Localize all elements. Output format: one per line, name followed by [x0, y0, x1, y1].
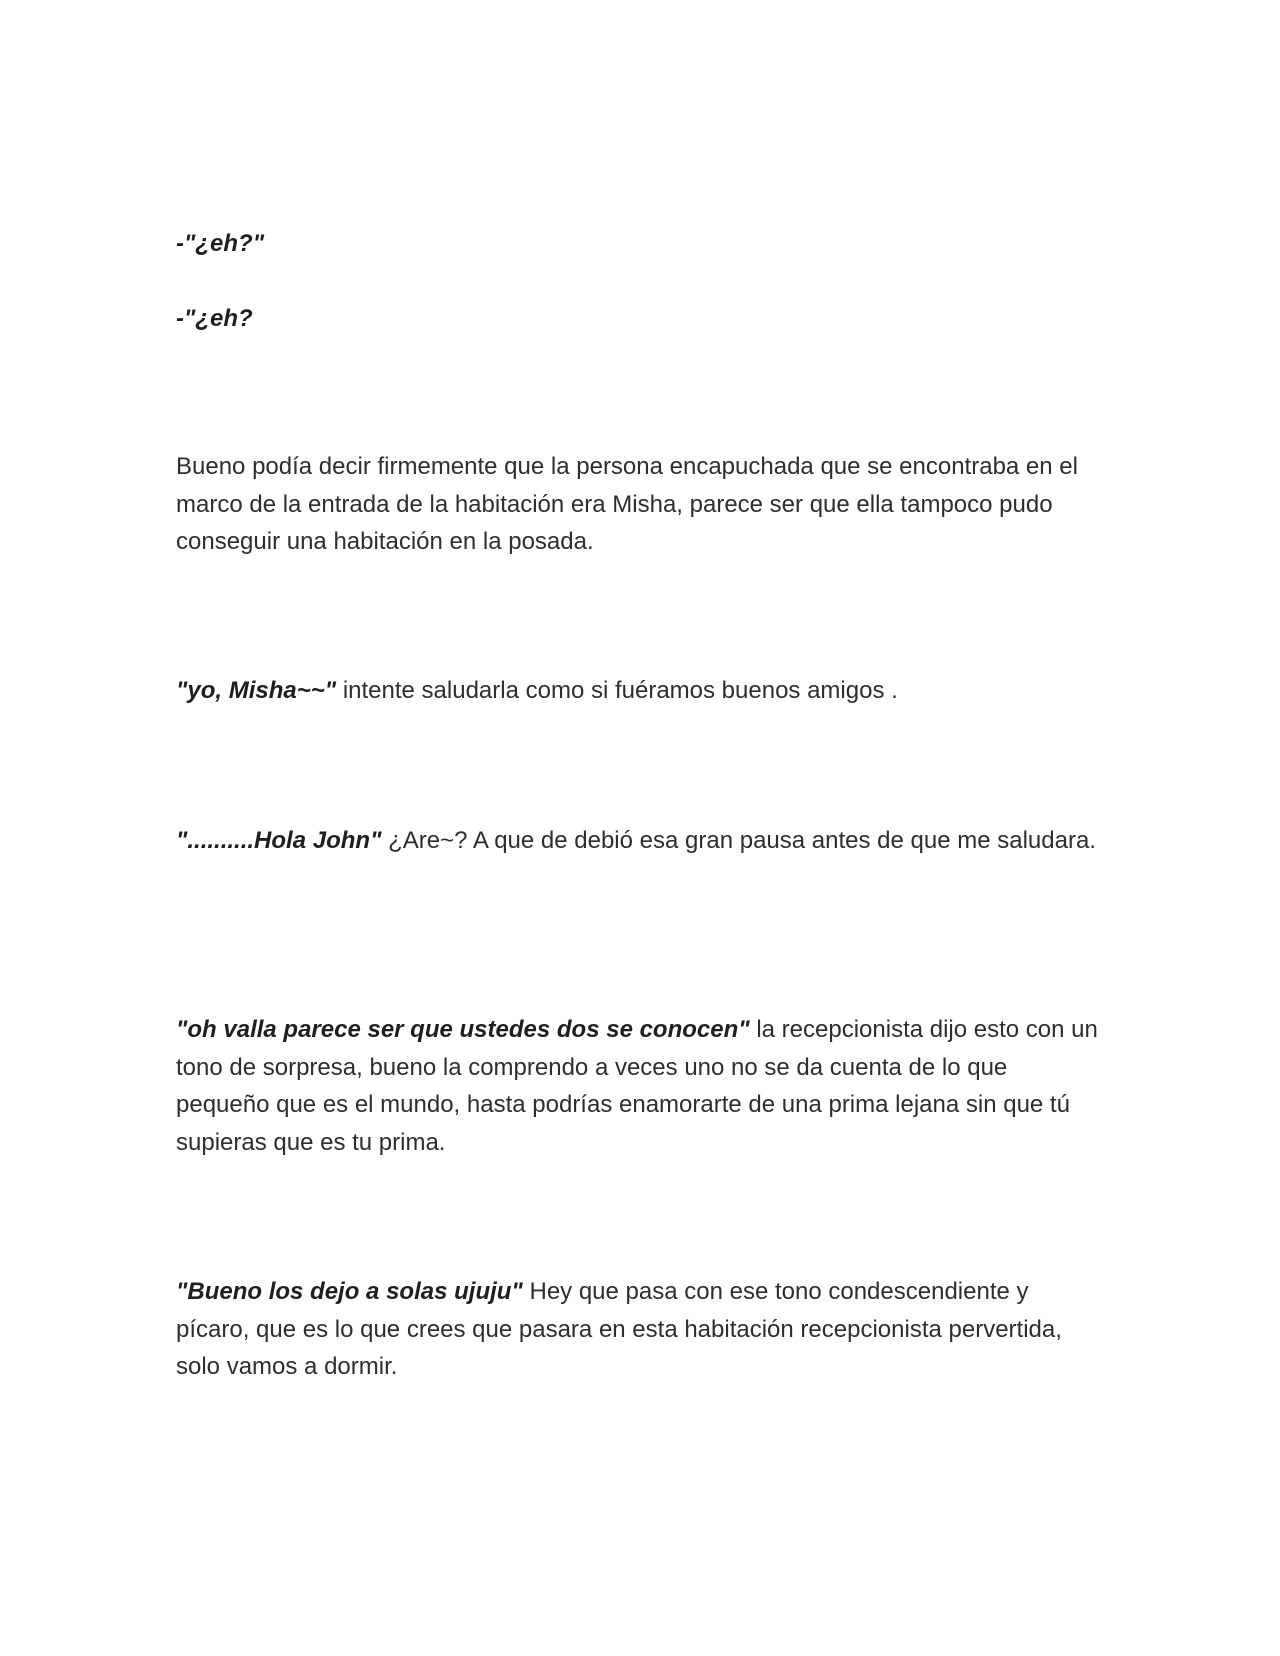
- narration-text: la recepcionista dijo esto con un tono de sorpresa, bueno la comprendo a veces uno no se da cuenta de lo que pequeño que es el mundo, hasta podrías enamorarte de una prima lejana sin que tú supieras que es tu prima.: [176, 1016, 1098, 1156]
- speech-text: "..........Hola John": [176, 827, 382, 854]
- narration-text: Bueno podía decir firmemente que la persona encapuchada que se encontraba en el marco de la entrada de la habitación era Misha, parece ser que ella tampoco pudo conseguir una habitación en la posada.: [176, 453, 1078, 555]
- narration-paragraph-1: [176, 448, 1106, 561]
- speech-text: "yo, Misha~~": [176, 677, 337, 704]
- dialogue-paragraph-ujuju: [176, 1273, 1106, 1386]
- dialogue-paragraph-hola-john: [176, 822, 1106, 860]
- dialogue-paragraph-misha-greeting: [176, 672, 1106, 710]
- narration-text: Hey que pasa con ese tono condescendiente y pícaro, que es lo que crees que pasara en esta habitación recepcionista pervertida, solo vamos a dormir.: [176, 1278, 1062, 1380]
- speech-text: -"¿eh?: [176, 305, 253, 332]
- narration-text: intente saludarla como si fuéramos buenos amigos .: [336, 677, 898, 704]
- speech-text: "Bueno los dejo a solas ujuju": [176, 1278, 523, 1305]
- speech-text: "oh valla parece ser que ustedes dos se conocen": [176, 1016, 750, 1043]
- dialogue-paragraph-receptionist: [176, 1011, 1106, 1161]
- dialogue-line-1: [176, 225, 1106, 263]
- dialogue-line-2: [176, 300, 1106, 338]
- narration-text: ¿Are~? A que de debió esa gran pausa antes de que me saludara.: [381, 827, 1096, 854]
- speech-text: -"¿eh?": [176, 230, 265, 257]
